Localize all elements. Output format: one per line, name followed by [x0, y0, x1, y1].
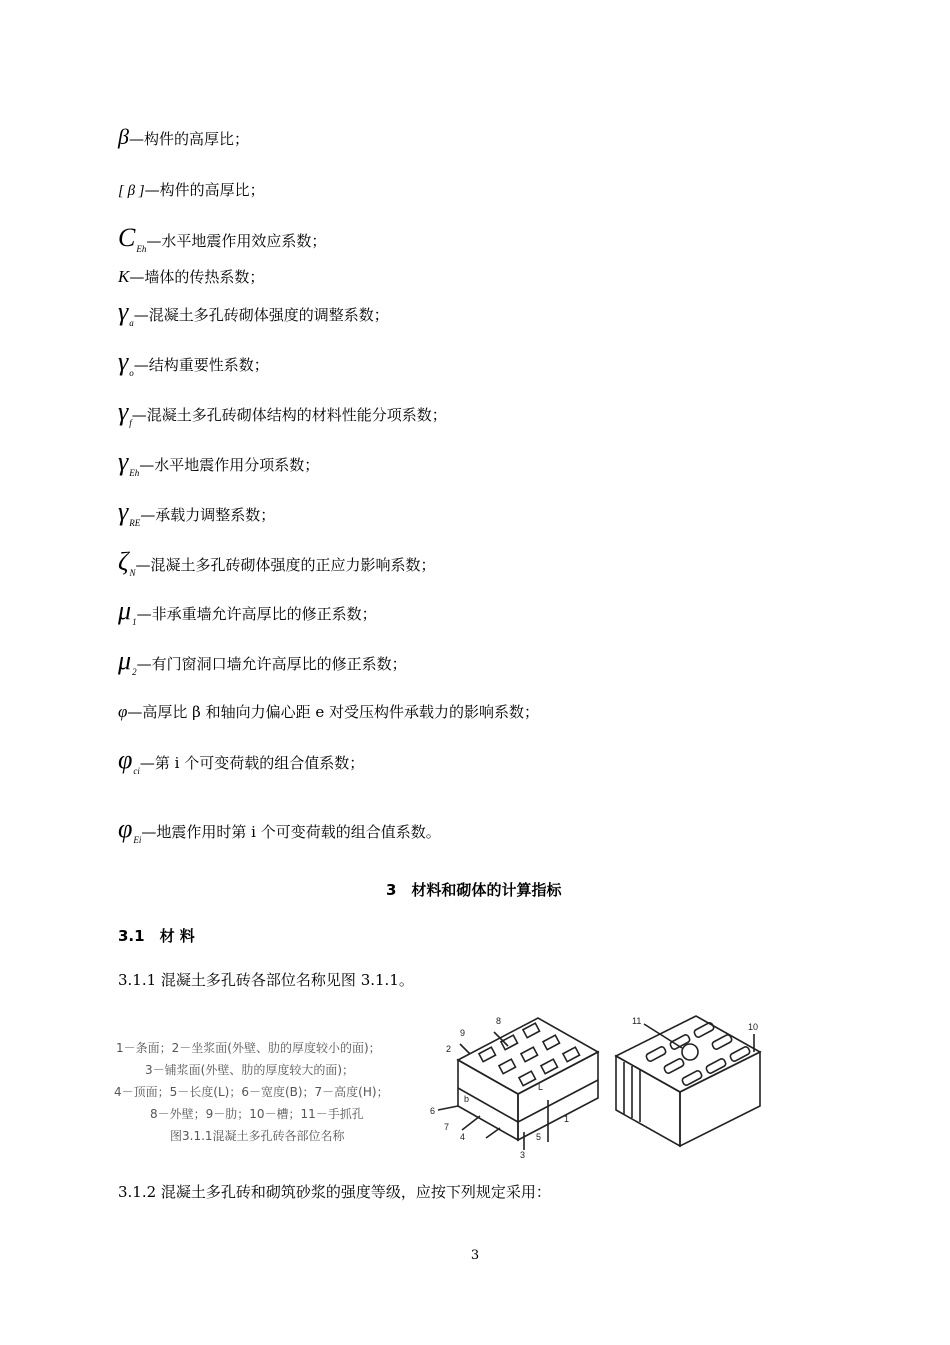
symbol-glyph: β	[118, 124, 129, 149]
symbol-k	[118, 267, 264, 287]
symbol-glyph: ζ	[118, 547, 129, 576]
brick-right-drawing	[616, 1016, 760, 1146]
symbol-subscript: Eh	[129, 468, 140, 478]
symbol-gamma-a	[118, 297, 389, 328]
symbol-glyph: φ	[118, 814, 133, 843]
symbol-desc: —水平地震作用效应系数；	[146, 232, 327, 250]
symbol-phi-ci	[118, 745, 365, 776]
figure-legend-line: 1－条面；2－坐浆面(外壁、肋的厚度较小的面)；	[116, 1041, 381, 1055]
symbol-c-eh	[118, 223, 327, 254]
symbol-desc: —混凝土多孔砖砌体结构的材料性能分项系数；	[131, 406, 447, 424]
symbol-mu-1	[118, 596, 377, 627]
symbol-subscript: 2	[132, 667, 137, 677]
symbol-desc: —高厚比 β 和轴向力偏心距 e 对受压构件承载力的影响系数；	[127, 703, 540, 721]
figure-legend-line: 4－顶面；5－长度(L)；6－宽度(B)；7－高度(H)；	[114, 1085, 389, 1099]
symbol-subscript: o	[129, 368, 134, 378]
symbol-subscript: 1	[132, 617, 137, 627]
label-10: 10	[748, 1022, 759, 1032]
symbol-subscript: f	[129, 418, 132, 428]
figure-caption: 图3.1.1混凝土多孔砖各部位名称	[170, 1129, 345, 1143]
figure-legend-line: 3－铺浆面(外壁、肋的厚度较大的面)；	[145, 1063, 354, 1077]
symbol-beta-allowed	[118, 180, 265, 201]
symbol-gamma-eh	[118, 447, 320, 478]
symbol-glyph: γ	[118, 447, 129, 476]
symbol-desc: —结构重要性系数；	[133, 356, 269, 374]
symbol-desc: —非承重墙允许高厚比的修正系数；	[136, 605, 377, 623]
symbol-glyph: φ	[118, 702, 128, 721]
label-b: b	[464, 1094, 470, 1104]
symbol-desc: —混凝土多孔砖砌体强度的调整系数；	[133, 306, 389, 324]
symbol-subscript: ci	[133, 766, 140, 776]
symbol-zeta-n	[118, 547, 436, 578]
symbol-glyph: γ	[118, 397, 129, 426]
label-5: 5	[536, 1132, 542, 1142]
symbol-desc: —水平地震作用分项系数；	[139, 456, 320, 474]
symbol-desc: —承载力调整系数；	[140, 506, 276, 524]
symbol-gamma-f	[118, 397, 447, 428]
label-4: 4	[460, 1132, 466, 1142]
symbol-glyph: C	[118, 223, 136, 252]
symbol-subscript: Ei	[133, 835, 142, 845]
label-9: 9	[460, 1028, 466, 1038]
symbol-glyph: μ	[118, 646, 132, 675]
symbol-glyph: [ β ]	[118, 183, 145, 199]
symbol-subscript: N	[129, 568, 136, 578]
label-3: 3	[520, 1150, 526, 1160]
symbol-desc: —构件的高厚比；	[128, 130, 249, 148]
label-8: 8	[496, 1016, 502, 1026]
symbol-phi	[118, 702, 539, 722]
symbol-desc: —构件的高厚比；	[144, 181, 265, 199]
label-7: 7	[444, 1122, 450, 1132]
symbol-glyph: γ	[118, 347, 129, 376]
symbol-beta	[118, 124, 249, 149]
chapter-heading: 3 材料和砌体的计算指标	[386, 881, 562, 899]
label-11: 11	[632, 1016, 642, 1026]
symbol-glyph: γ	[118, 497, 129, 526]
symbol-desc: —有门窗洞口墙允许高厚比的修正系数；	[136, 655, 407, 673]
symbol-glyph: μ	[118, 596, 132, 625]
symbol-desc: —第 i 个可变荷载的组合值系数；	[139, 754, 365, 772]
section-heading: 3.1 材 料	[118, 927, 195, 945]
symbol-glyph: K	[118, 267, 130, 286]
symbol-glyph: γ	[118, 297, 129, 326]
figure-legend-line: 8－外壁；9－肋；10－槽；11－手抓孔	[150, 1107, 364, 1121]
label-2: 2	[446, 1044, 452, 1054]
symbol-gamma-re	[118, 497, 276, 528]
symbol-subscript: a	[129, 318, 134, 328]
symbol-gamma-o	[118, 347, 269, 378]
label-L: L	[538, 1082, 544, 1092]
symbol-desc: —地震作用时第 i 个可变荷载的组合值系数。	[141, 823, 441, 841]
symbol-mu-2	[118, 646, 407, 677]
label-6: 6	[430, 1106, 436, 1116]
symbol-subscript: Eh	[136, 244, 147, 254]
symbol-desc: —混凝土多孔砖砌体强度的正应力影响系数；	[135, 556, 436, 574]
symbol-glyph: φ	[118, 745, 133, 774]
symbol-subscript: RE	[129, 518, 141, 528]
symbol-phi-ei	[118, 814, 441, 845]
brick-figure	[420, 1010, 780, 1160]
paragraph-3-1-2: 3.1.2 混凝土多孔砖和砌筑砂浆的强度等级，应按下列规定采用：	[118, 1183, 551, 1201]
paragraph-3-1-1: 3.1.1 混凝土多孔砖各部位名称见图 3.1.1。	[118, 971, 414, 989]
page-number: 3	[470, 1248, 480, 1263]
symbol-desc: —墙体的传热系数；	[129, 268, 265, 286]
label-1: 1	[564, 1114, 570, 1124]
